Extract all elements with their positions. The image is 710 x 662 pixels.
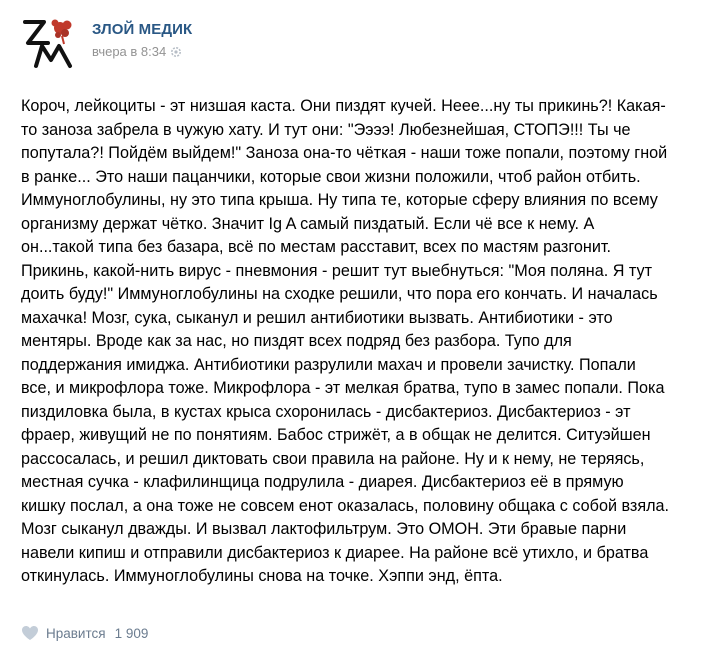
post-text-line: Короч, лейкоциты - эт низшая каста. Они пиздят кучей. Нееe...ну ты прикинь?! Какая- (21, 97, 666, 115)
post-text-line: пиздиловка была, в кустах крыса схоронилась - дисбактериоз. Дисбактериоз - эт (21, 402, 631, 421)
post-text-line: Прикинь, какой-нить вирус - пневмония - решит тут выебнуться: "Моя поляна. Я тут (21, 261, 653, 280)
post-text-line: откинулась. Иммуноглобулины снова на точке. Хэппи энд, ёпта. (21, 567, 503, 585)
post-text-line: рассосалась, и решил диктовать свои правила на районе. Ну и к нему, не теряясь, (21, 449, 645, 468)
post-text-line: в ранке... Это наши пацанчики, которые свои жизни положили, чтоб район отбить. (21, 167, 641, 186)
post-text-line: махачка! Мозг, сука, сыканул и решил антибиотики вызвать. Антибиотики - это (21, 308, 613, 327)
post-text-line: фраер, живущий не по понятиям. Бабос стрижёт, а в общак не делится. Ситуэйшен (21, 426, 651, 444)
post-text-line: местная сучка - клафилинщица подрулила - диарея. Дисбактериоз её в прямую (21, 473, 624, 491)
post-text-line: ментяры. Вроде как за нас, но пиздят всех подряд без разбора. Тупо для (21, 332, 572, 350)
likes-count[interactable]: 1 909 (114, 625, 149, 641)
post-footer (21, 625, 148, 641)
post-text-line: навели кипиш и отправили дисбактериоз к диарее. На районе всё утихло, и братва (21, 543, 649, 562)
heart-icon (21, 625, 39, 641)
like-button[interactable] (21, 625, 39, 641)
avatar[interactable] (22, 16, 76, 70)
post-text-line: Иммуноглобулины, ну это типа крыша. Ну типа те, которые сферу влияния по всему (21, 191, 658, 209)
post-text-line: поддержания имиджа. Антибиотики разрулили махач и провели зачистку. Попали (21, 355, 636, 374)
post-text-line: доить буду!" Иммуноглобулины на сходке решили, что пора его кончать. И началась (21, 285, 658, 303)
post-text-line: кишку послал, а она тоже не совсем енот оказалась, половину общака с собой взяла. (21, 496, 670, 515)
post-text-line: он...такой типа без базара, всё по местам расставит, всех по мастям разгонит. (21, 238, 611, 256)
post-text-line: то заноза забрела в чужую хату. И тут они: "Ээээ! Любезнейшая, СТОПЭ!!! Ты че (21, 120, 631, 139)
post-time[interactable]: вчера в 8:34 (92, 44, 167, 59)
post-text (21, 95, 693, 589)
post-text-line: все, и микрофлора тоже. Микрофлора - эт мелкая братва, тупо в замес попали. Пока (21, 379, 665, 397)
post-text-line: организму держат чётко. Значит Ig A самый пиздатый. Если чё все к нему. А (21, 214, 595, 233)
zm-logo-icon (22, 16, 76, 70)
post-text-line: попутала?! Пойдём выйдем!" Заноза она-то чёткая - наши тоже попали, поэтому гной (21, 144, 668, 162)
author-name[interactable]: ЗЛОЙ МЕДИК (92, 21, 193, 38)
gear-icon (170, 46, 182, 58)
likes-label[interactable]: Нравится (46, 625, 106, 641)
post-meta (92, 44, 182, 59)
post-text-line: Мозг сыканул дважды. И вызвал лактофильтрум. Это ОМОН. Эти бравые парни (21, 520, 627, 538)
